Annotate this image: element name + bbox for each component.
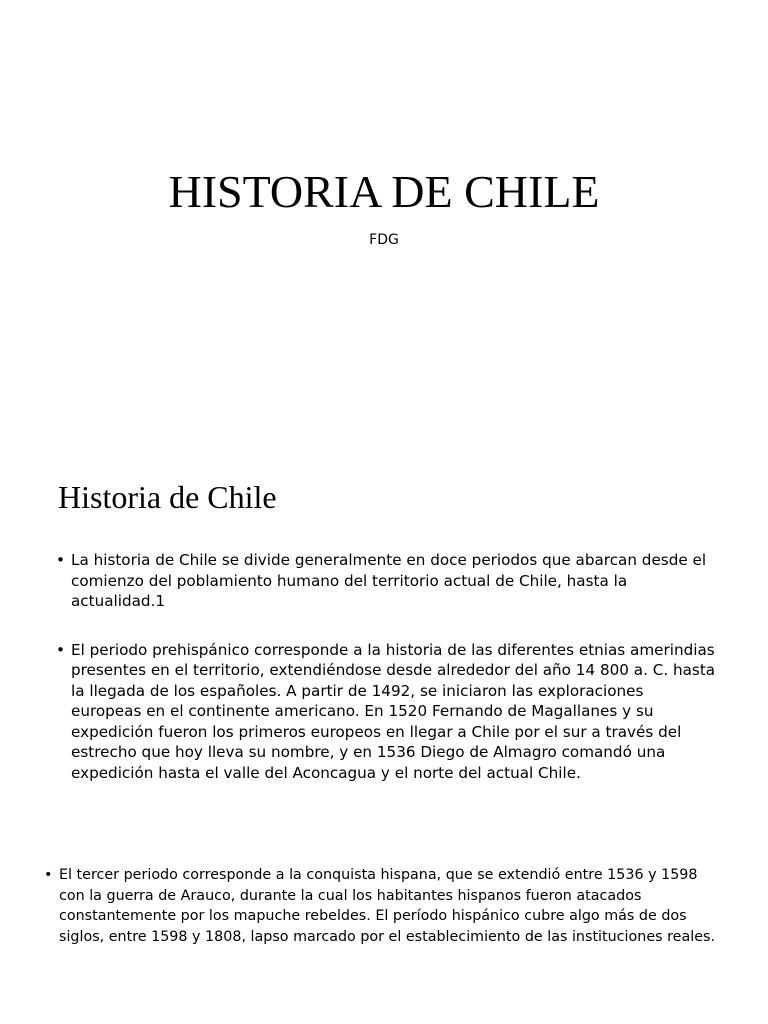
subtitle: FDG xyxy=(369,232,399,248)
bullet-list xyxy=(56,550,716,783)
bullet-item: • El periodo prehispánico corresponde a la historia de las diferentes etnias amerindias presentes en el territorio, extendiéndose desde alrededor del año 14 800 a. C. hasta la llegada de los españoles. A partir de 1492, se iniciaron las exploraciones europeas en el continente americano. En 1520 Fernando de Magallanes y su expedición fueron los primeros europeos en llegar a Chile por el sur a través del estrecho que hoy lleva su nombre, y en 1536 Diego de Almagro comandó una expedición hasta el valle del Aconcagua y el norte del actual Chile. xyxy=(56,640,716,784)
title-slide xyxy=(0,0,768,330)
bullet-item: • La historia de Chile se divide generalmente en doce periodos que abarcan desde el comienzo del poblamiento humano del territorio actual de Chile, hasta la actualidad.1 xyxy=(56,550,716,612)
bottom-slide xyxy=(0,860,768,1024)
page-title: HISTORIA DE CHILE xyxy=(168,166,600,217)
bullet-list xyxy=(44,865,720,947)
bullet-item: • El tercer periodo corresponde a la conquista hispana, que se extendió entre 1536 y 1598 con la guerra de Arauco, durante la cual los habitantes hispanos fueron atacados constantemente por los mapuche rebeldes. El período hispánico cubre algo más de dos siglos, entre 1598 y 1808, lapso marcado por el establecimiento de las instituciones reales. xyxy=(44,865,720,947)
section-heading: Historia de Chile xyxy=(58,479,277,515)
content-slide xyxy=(0,460,768,860)
